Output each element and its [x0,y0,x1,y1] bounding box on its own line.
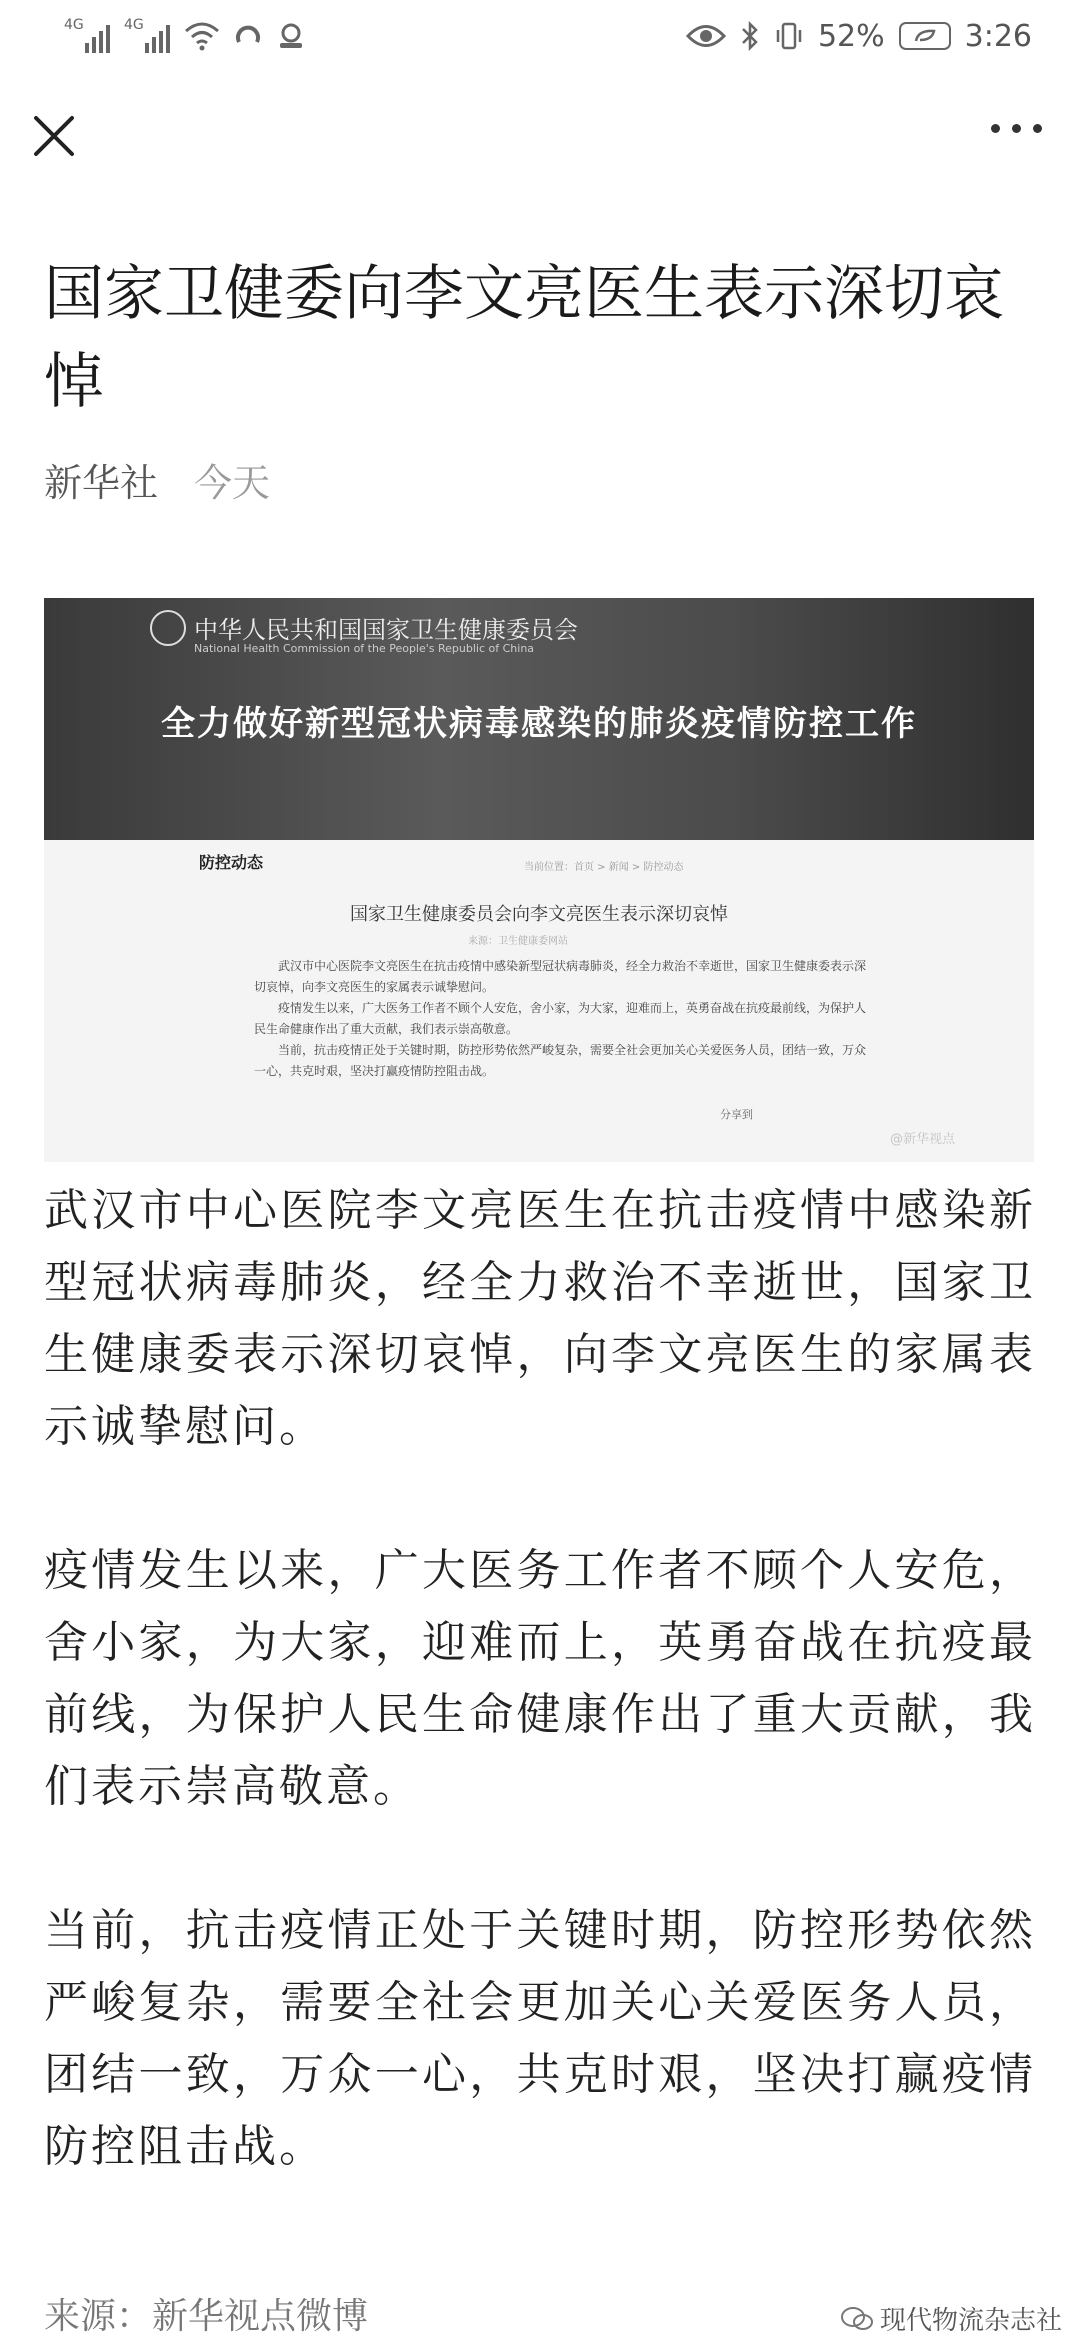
article-meta [44,452,270,507]
app-notification-icon [276,21,306,51]
source-line: 来源：新华视点微博 [44,2296,369,2337]
network-type-2: 4G [124,17,144,33]
image-slogan: 全力做好新型冠状病毒感染的肺炎疫情防控工作 [161,704,917,744]
more-icon-dot [1033,124,1042,133]
image-section-label: 防控动态 [199,853,264,872]
bluetooth-icon [740,21,760,51]
account-watermark [840,2300,1062,2337]
network-type-1: 4G [64,17,84,33]
image-doc-paragraph: 疫情发生以来，广大医务工作者不顾个人安危，舍小家，为大家，迎难而上，英勇奋战在抗疫最前线，为保护人民生命健康作出了重大贡献，我们表示崇高敬意。 [254,1001,867,1036]
emblem-icon [150,610,186,646]
signal-icon [64,19,110,53]
image-banner [44,598,1034,840]
image-doc-title: 国家卫生健康委员会向李文亮医生表示深切哀悼 [350,904,728,925]
signal-icon-2 [124,19,170,53]
image-doc-footer: 分享到 [720,1108,753,1121]
wifi-icon [184,21,220,51]
image-doc-paragraph: 当前，抗击疫情正处于关键时期，防控形势依然严峻复杂，需要全社会更加关心关爱医务人员，团结一致，万众一心，共克时艰，坚决打赢疫情防控阻击战。 [254,1043,867,1078]
account-watermark-text: 现代物流杂志社 [879,2306,1062,2336]
close-button[interactable] [28,110,80,162]
publish-date: 今天 [194,461,271,505]
clock: 3:26 [964,18,1032,54]
battery-icon [899,22,951,50]
image-doc-body [254,956,874,1082]
source-account-link[interactable]: 新华社 [44,461,159,505]
image-doc-paragraph: 武汉市中心医院李文亮医生在抗击疫情中感染新型冠状病毒肺炎，经全力救治不幸逝世，国家卫生健康委表示深切哀悼，向李文亮医生的家属表示诚挚慰问。 [254,959,867,994]
wechat-icon [840,2305,874,2333]
article-paragraph: 疫情发生以来，广大医务工作者不顾个人安危，舍小家，为大家，迎难而上，英勇奋战在抗疫最前线，为保护人民生命健康作出了重大贡献，我们表示崇高敬意。 [44,1545,1036,1812]
close-icon [28,110,80,162]
more-icon-dot [1012,124,1021,133]
more-button[interactable] [991,124,1042,133]
battery-percent: 52% [817,18,885,54]
more-icon-dot [991,124,1000,133]
article-body [44,1175,1036,2255]
status-left [64,19,306,53]
image-watermark: @新华视点 [890,1132,956,1147]
vibrate-icon [774,21,804,51]
top-nav [0,96,1080,184]
article-paragraph: 当前，抗击疫情正处于关键时期，防控形势依然严峻复杂，需要全社会更加关心关爱医务人员，团结一致，万众一心，共克时艰，坚决打赢疫情防控阻击战。 [44,1905,1036,2172]
image-doc-meta: 来源：卫生健康委网站 [468,936,568,947]
image-breadcrumb: 当前位置：首页 > 新闻 > 防控动态 [524,862,684,873]
image-org-name: 中华人民共和国国家卫生健康委员会 [194,616,578,644]
article-title: 国家卫健委向李文亮医生表示深切哀悼 [44,259,1004,417]
image-org-name-en: National Health Commission of the People's Republic of China [194,642,535,655]
status-right [686,19,1032,54]
article-paragraph: 武汉市中心医院李文亮医生在抗击疫情中感染新型冠状病毒肺炎，经全力救治不幸逝世，国家卫生健康委表示深切哀悼，向李文亮医生的家属表示诚挚慰问。 [44,1185,1036,1452]
status-bar [0,0,1080,72]
article-image[interactable] [44,598,1034,1162]
sync-icon [234,22,262,50]
eye-comfort-icon [686,23,726,49]
